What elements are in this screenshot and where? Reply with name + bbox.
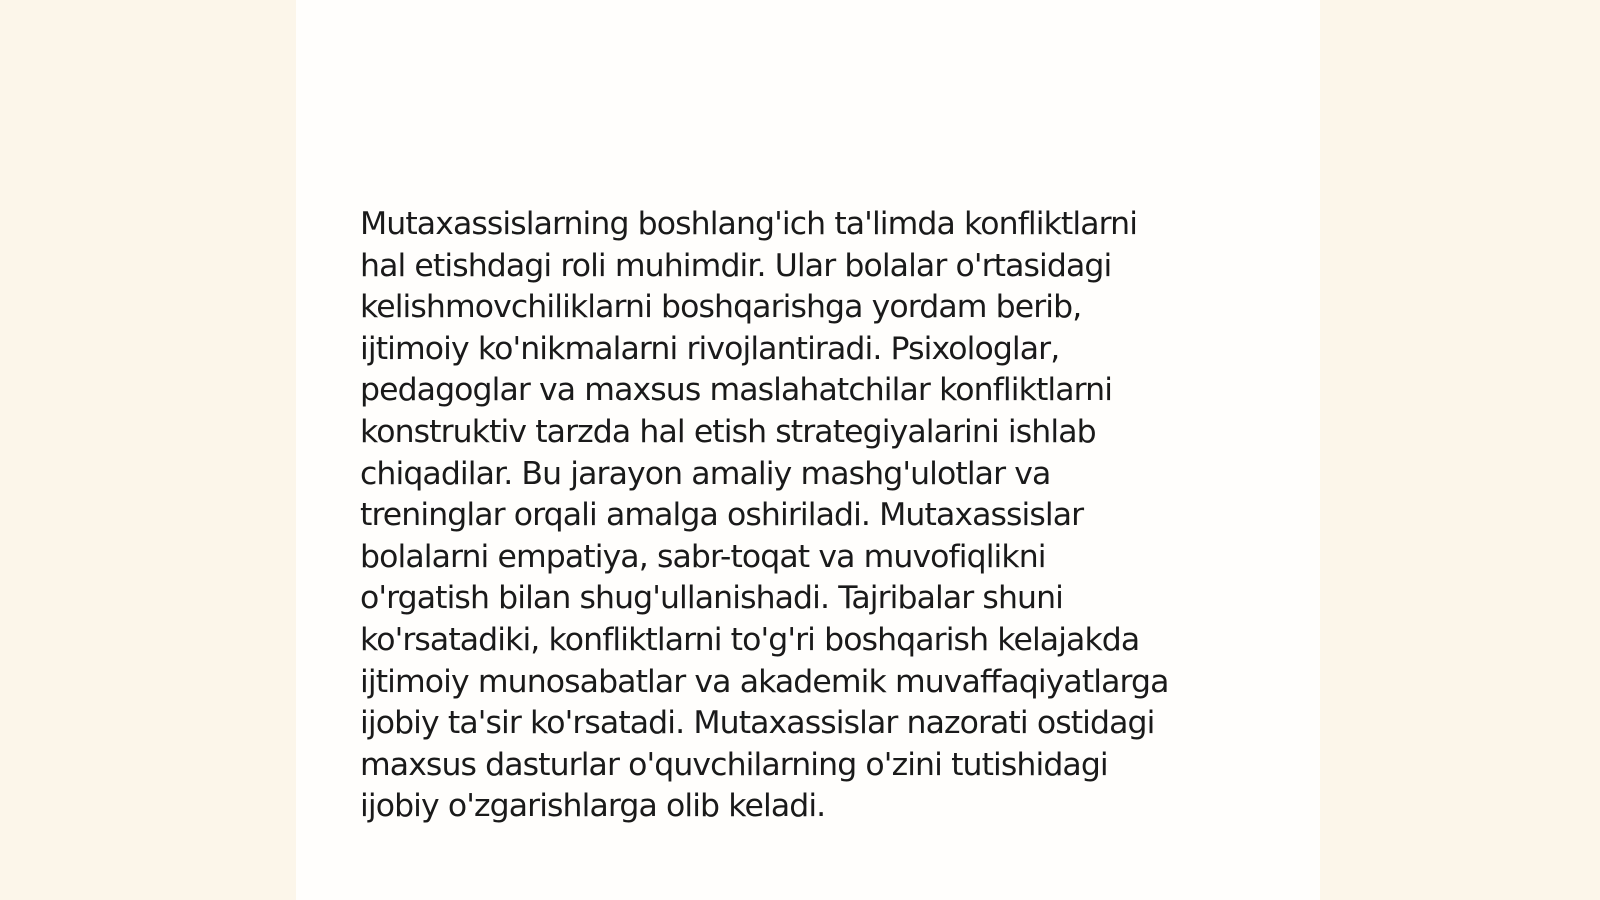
text-line: ko'rsatadiki, konfliktlarni to'g'ri boshqarish kelajakda — [360, 621, 1140, 658]
text-line: ijobiy ta'sir ko'rsatadi. Mutaxassislar nazorati ostidagi — [360, 705, 1155, 742]
slide-page — [296, 0, 1320, 900]
slide-body-text — [360, 204, 1280, 828]
text-line: Mutaxassislarning boshlang'ich ta'limda konfliktlarni — [360, 206, 1138, 242]
text-line: konstruktiv tarzda hal etish strategiyalarini ishlab — [360, 413, 1096, 450]
text-line: treninglar orqali amalga oshiriladi. Mutaxassislar — [360, 497, 1084, 534]
text-line: chiqadilar. Bu jarayon amaliy mashg'ulotlar va — [360, 455, 1051, 492]
text-line: ijtimoiy ko'nikmalarni rivojlantiradi. Psixologlar, — [360, 330, 1060, 367]
text-line: hal etishdagi roli muhimdir. Ular bolalar o'rtasidagi — [360, 247, 1112, 284]
text-line: ijtimoiy munosabatlar va akademik muvaffaqiyatlarga — [360, 663, 1169, 700]
text-line: maxsus dasturlar o'quvchilarning o'zini tutishidagi — [360, 746, 1108, 783]
text-line: o'rgatish bilan shug'ullanishadi. Tajribalar shuni — [360, 580, 1063, 617]
text-line: ijobiy o'zgarishlarga olib keladi. — [360, 788, 826, 825]
text-line: bolalarni empatiya, sabr-toqat va muvofiqlikni — [360, 538, 1046, 575]
text-line: kelishmovchiliklarni boshqarishga yordam berib, — [360, 289, 1082, 326]
text-line: pedagoglar va maxsus maslahatchilar konfliktlarni — [360, 372, 1113, 409]
